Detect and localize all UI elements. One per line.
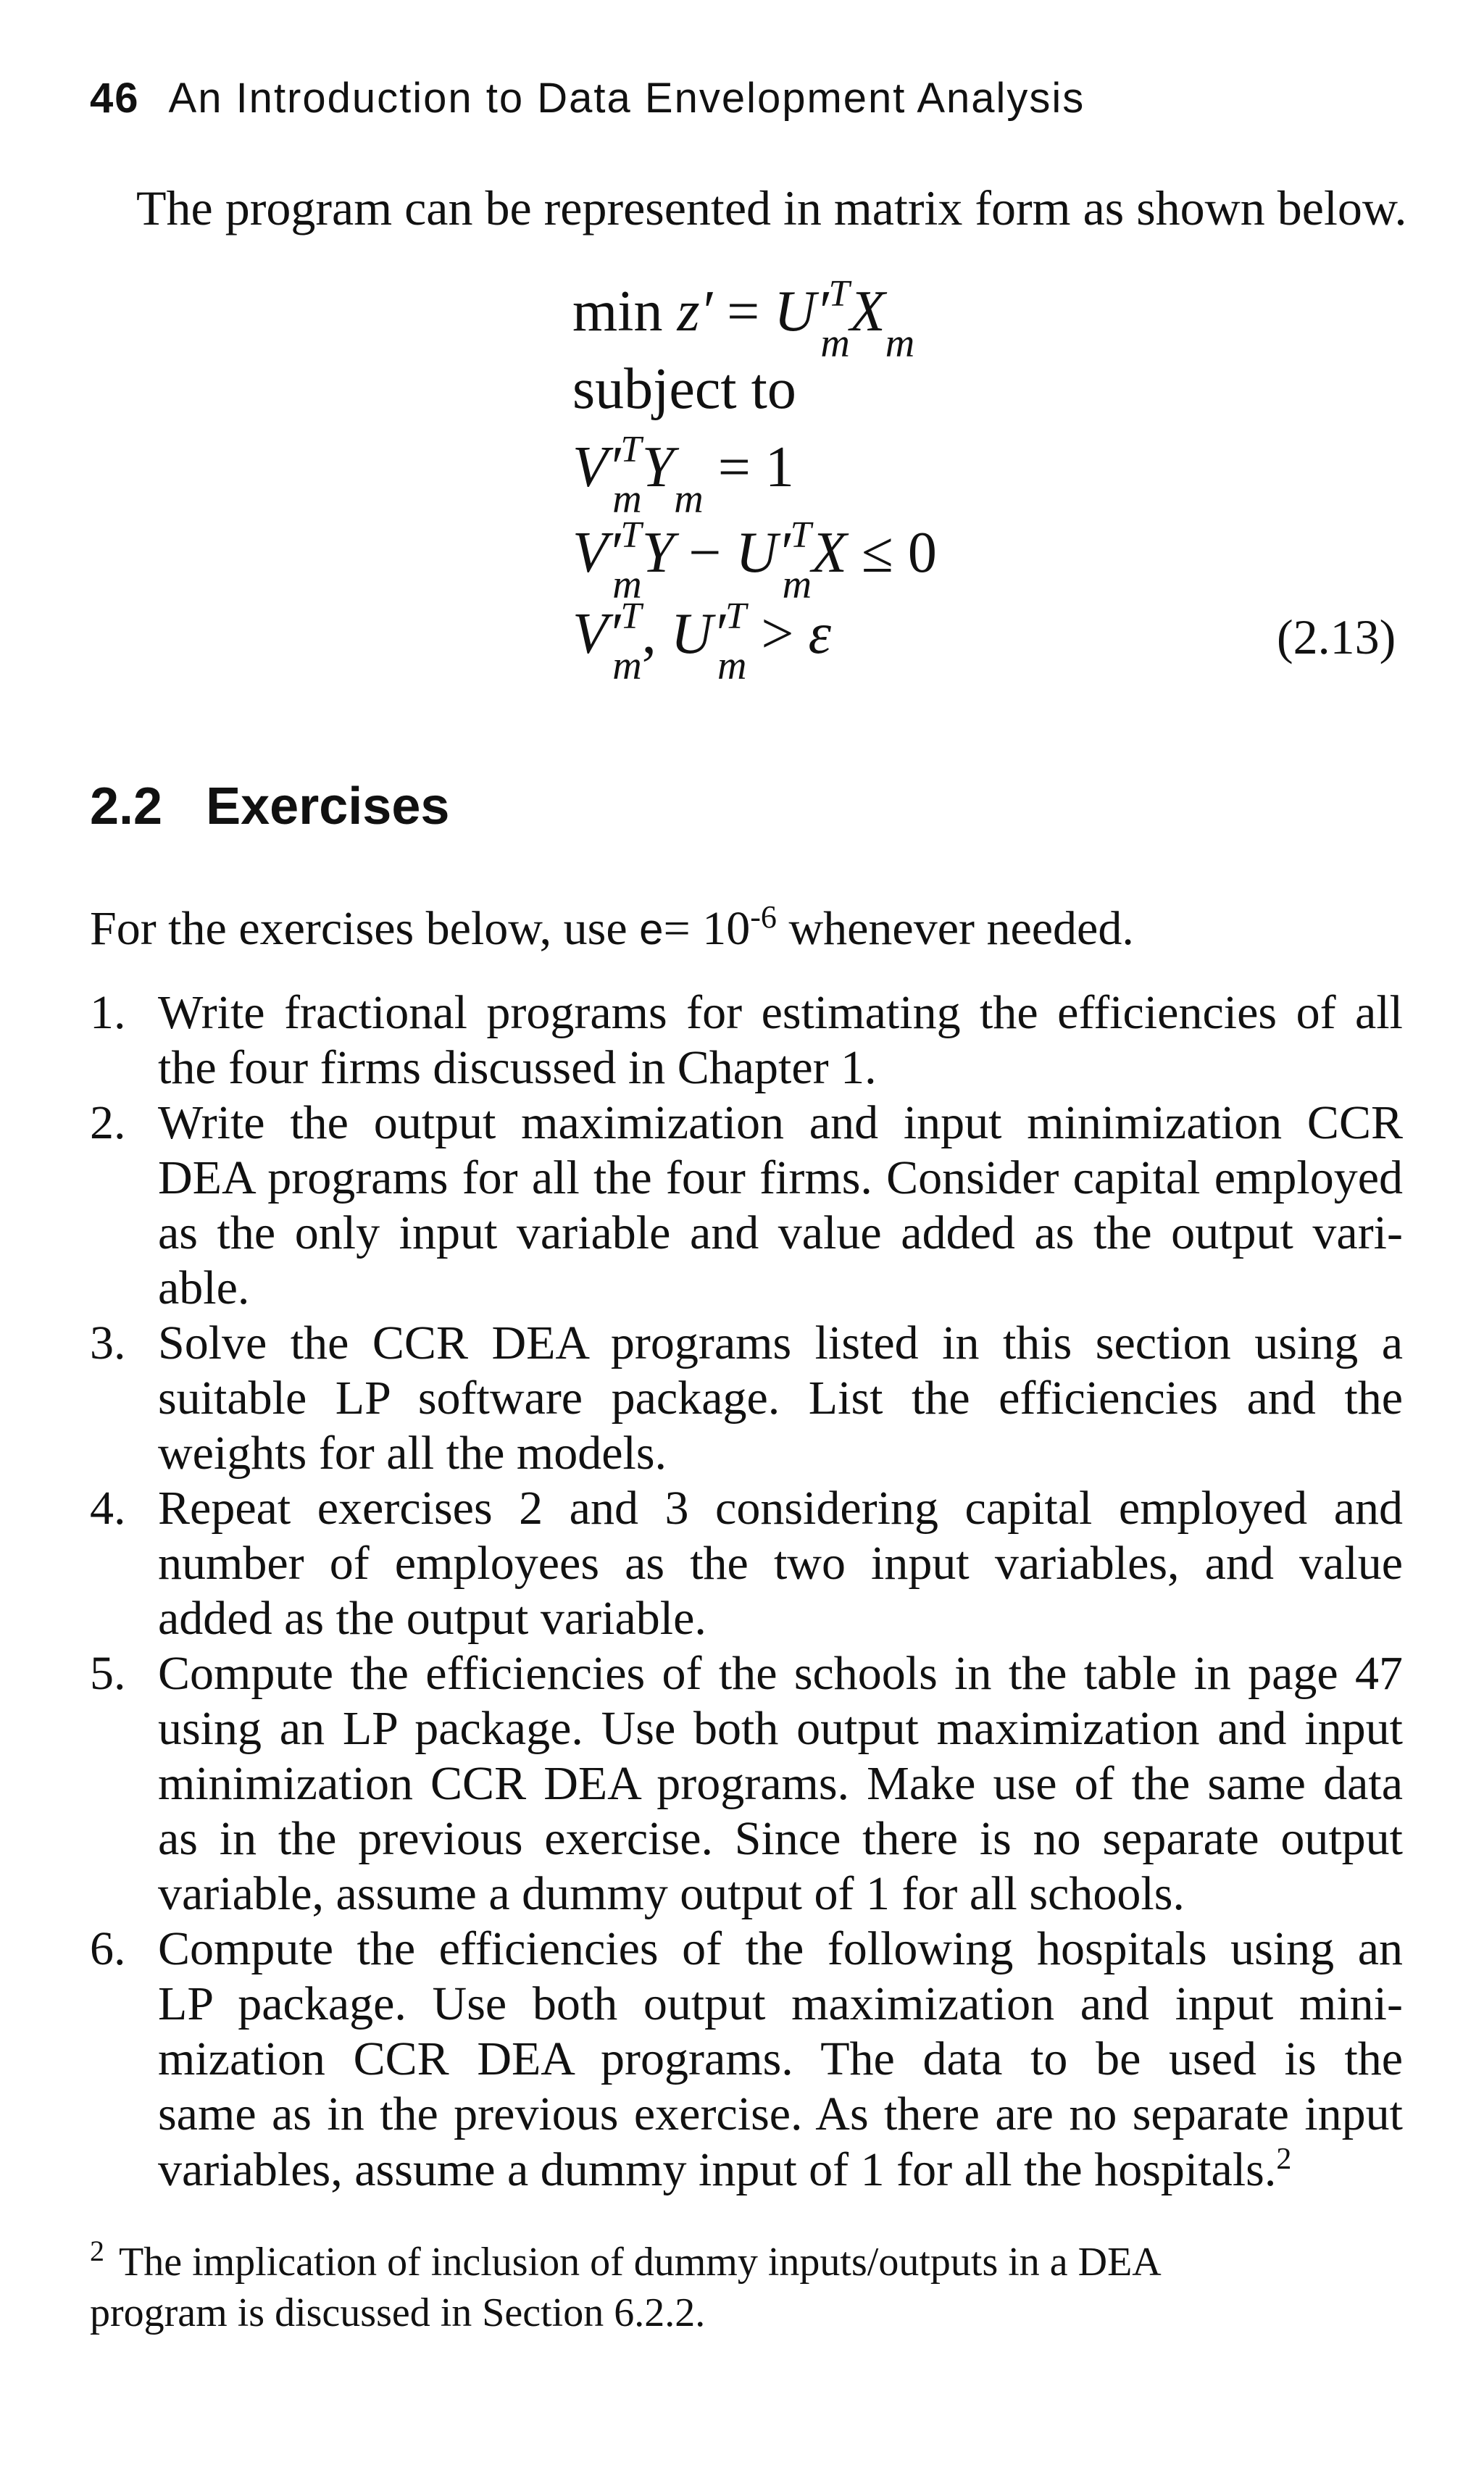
- footnote-line-2: program is discussed in Section 6.2.2.: [90, 2290, 706, 2335]
- exercise-line: as the only input variable and value added as the output vari-: [158, 1206, 1403, 1259]
- equation-subject-to: subject to: [572, 357, 796, 421]
- exercise-line-text: variables, assume a dummy input of 1 for all the hospitals.: [158, 2143, 1277, 2196]
- exercise-line: Compute the efficiencies of the schools in the table in page 47: [158, 1647, 1403, 1700]
- exercise-line: mization CCR DEA programs. The data to be used is the: [158, 2032, 1403, 2085]
- exercise-line: [158, 2142, 1291, 2198]
- exercise-line: using an LP package. Use both output maximization and input: [158, 1702, 1403, 1755]
- exercise-line: LP package. Use both output maximization and input mini-: [158, 1977, 1403, 2030]
- exercise-line: Compute the efficiencies of the following hospitals using an: [158, 1922, 1403, 1975]
- exercises-lead: [90, 898, 1134, 956]
- exponent: -6: [750, 899, 777, 935]
- exercise-line: Repeat exercises 2 and 3 considering capital employed and: [158, 1482, 1403, 1535]
- exercise-number: 3.: [90, 1317, 126, 1369]
- equals-sign: =: [663, 902, 691, 955]
- exponent-base: 10: [702, 902, 751, 955]
- book-title: An Introduction to Data Envelopment Analysis: [168, 75, 1085, 122]
- equation-objective: $\min z' = U'^T_mX_m$: [572, 273, 915, 366]
- exercise-line: Write the output maximization and input minimization CCR: [158, 1096, 1403, 1149]
- exercise-line: as in the previous exercise. Since there is no separate output: [158, 1812, 1403, 1865]
- exercise-line: weights for all the models.: [158, 1427, 667, 1480]
- lead-text-end: whenever needed.: [788, 902, 1134, 955]
- exercise-number: 1.: [90, 986, 126, 1039]
- exercise-line: number of employees as the two input variables, and value: [158, 1537, 1403, 1590]
- equation-constraint-2: $V'^T_mY - U'^T_mX \le 0$: [572, 514, 937, 607]
- section-number: 2.2: [90, 777, 163, 835]
- exercise-line: Write fractional programs for estimating the efficiencies of all: [158, 986, 1403, 1039]
- epsilon-symbol: e: [639, 905, 664, 954]
- exercise-number: 2.: [90, 1096, 126, 1149]
- exercise-line: suitable LP software package. List the efficiencies and the: [158, 1372, 1403, 1425]
- footnote-mark: 2: [90, 2235, 104, 2267]
- exercise-number: 4.: [90, 1482, 126, 1535]
- footnote: [90, 2235, 1162, 2285]
- section-heading: [90, 777, 449, 836]
- footnote-line-1: The implication of inclusion of dummy inputs/outputs in a DEA: [119, 2240, 1162, 2285]
- exercise-line: able.: [158, 1261, 250, 1314]
- equation-constraint-3: $V'^T_m$, $U'^T_m > \varepsilon$: [572, 596, 832, 688]
- exercise-line: Solve the CCR DEA programs listed in this section using a: [158, 1317, 1403, 1369]
- equation-constraint-1: $V'^T_mY_m = 1$: [572, 429, 794, 522]
- equation-number: (2.13): [1277, 609, 1396, 664]
- exercise-line: DEA programs for all the four firms. Consider capital employed: [158, 1151, 1403, 1204]
- page-number: 46: [90, 75, 140, 122]
- section-title: Exercises: [206, 777, 450, 835]
- exercise-line: the four firms discussed in Chapter 1.: [158, 1041, 877, 1094]
- exercise-number: 6.: [90, 1922, 126, 1975]
- exercise-line: variable, assume a dummy output of 1 for all schools.: [158, 1867, 1185, 1920]
- footnote-reference: 2: [1276, 2143, 1292, 2176]
- exercise-line: same as in the previous exercise. As there are no separate input: [158, 2088, 1403, 2140]
- intro-paragraph: The program can be represented in matrix form as shown below.: [136, 180, 1407, 235]
- exercise-number: 5.: [90, 1647, 126, 1700]
- lead-text: For the exercises below, use: [90, 902, 628, 955]
- exercise-line: added as the output variable.: [158, 1592, 706, 1645]
- exercise-line: minimization CCR DEA programs. Make use of the same data: [158, 1757, 1403, 1810]
- running-header: [90, 74, 1085, 122]
